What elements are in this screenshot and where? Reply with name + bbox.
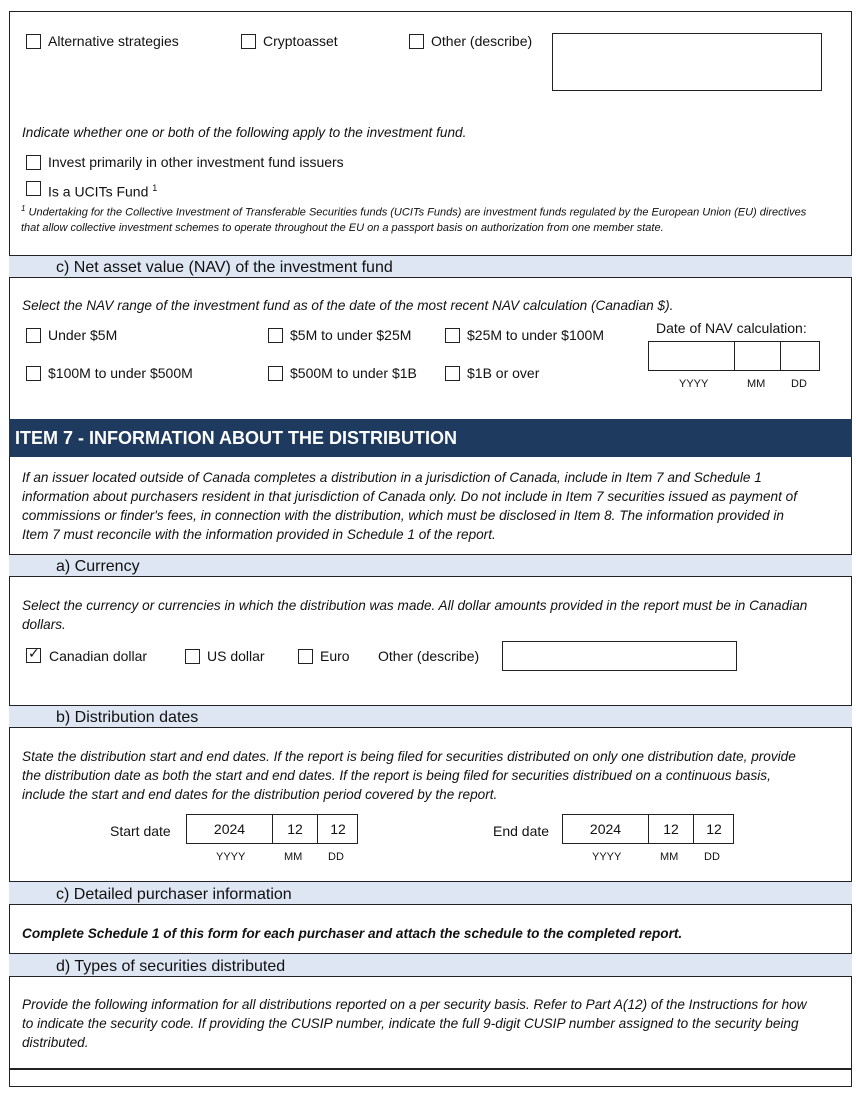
other-fund-type-label: Other (describe) [431,33,533,49]
nav-section-title: c) Net asset value (NAV) of the investment fund [56,259,393,276]
dates-instruction-line: include the start and end dates for the distribution period covered by the report. [22,787,498,802]
invest-primarily-label: Invest primarily in other investment fund issuers [48,154,344,170]
currency-instruction-line: Select the currency or currencies in which the distribution was made. All dollar amounts provided in the report must be in Canadian [22,598,808,613]
other-fund-type-checkbox[interactable] [409,34,424,49]
item7-intro-line: If an issuer located outside of Canada completes a distribution in a jurisdiction of Canada, include in Item 7 and Schedule 1 [22,470,762,485]
cad-checkbox[interactable] [26,648,41,663]
nav-5m-25m-checkbox[interactable] [268,328,283,343]
fund-apply-instruction: Indicate whether one or both of the following apply to the investment fund. [22,125,467,140]
nav-date-divider-2 [780,341,781,371]
cryptoasset-label: Cryptoasset [263,33,338,49]
alternative-strategies-label: Alternative strategies [48,33,179,49]
nav-100m-500m-checkbox[interactable] [26,366,41,381]
end-dd-caption: DD [704,851,720,863]
currency-instruction [22,596,842,634]
other-currency-label: Other (describe) [378,648,480,664]
nav-1b-over-checkbox[interactable] [445,366,460,381]
nav-500m-1b-label: $500M to under $1B [290,365,417,381]
item7-intro-line: commissions or finder's fees, in connection with the distribution, which must be disclosed in Item 8. The information provided in [22,508,784,523]
currency-section-title: a) Currency [56,558,140,575]
dates-section-title: b) Distribution dates [56,709,199,726]
nav-instruction: Select the NAV range of the investment fund as of the date of the most recent NAV calculation (Canadian $). [22,298,674,313]
nav-date-dd-caption: DD [791,378,807,390]
securities-section-header [9,953,852,977]
alternative-strategies-checkbox[interactable] [26,34,41,49]
euro-checkbox[interactable] [298,649,313,664]
nav-1b-over-label: $1B or over [467,365,540,381]
ucits-checkbox[interactable] [26,181,41,196]
nav-under-5m-label: Under $5M [48,327,118,343]
usd-label: US dollar [207,648,265,664]
start-year-value: 2024 [213,821,246,837]
start-day-value: 12 [330,821,346,837]
start-yyyy-caption: YYYY [216,851,246,863]
bottom-divider [9,1068,852,1070]
nav-date-yyyy-caption: YYYY [679,378,709,390]
other-currency-input[interactable] [502,641,737,671]
securities-instruction-line: distributed. [22,1035,89,1050]
nav-under-5m-checkbox[interactable] [26,328,41,343]
securities-instruction-line: Provide the following information for all distributions reported on a per security basis. Refer to Part A(12) of the Instructions for how [22,997,807,1012]
other-fund-type-input[interactable] [552,33,822,91]
euro-label: Euro [320,648,350,664]
item7-intro [22,468,842,544]
dates-section-header [9,705,852,728]
nav-25m-100m-checkbox[interactable] [445,328,460,343]
end-date-label: End date [493,823,550,839]
usd-checkbox[interactable] [185,649,200,664]
item7-title: ITEM 7 - INFORMATION ABOUT THE DISTRIBUTION [15,428,457,448]
ucits-footnote-line2: that allow collective investment schemes to operate throughout the EU on a passport basis on authorization from one member state. [21,222,664,234]
item7-intro-line: Item 7 must reconcile with the information provided in Schedule 1 of the report. [22,527,496,542]
ucits-footnote-line1: $^1$ Undertaking for the Collective Investment of Transferable Securities funds (UCITs Funds) are investment funds regulated by the European Union (EU) directives [21,204,807,219]
nav-date-mm-caption: MM [747,378,766,390]
ucits-label: Is a UCITs Fund $^1$ [48,183,158,200]
dates-instruction-line: State the distribution start and end dates. If the report is being filed for securities distributed on only one distribution date, provide [22,749,796,764]
check-icon: ✓ [28,646,40,662]
item7-intro-line: information about purchasers resident in that jurisdiction of Canada only. Do not include in Item 7 securities issued as payment of [22,489,798,504]
end-year-value: 2024 [589,821,622,837]
securities-instruction [22,995,842,1052]
purchaser-instruction: Complete Schedule 1 of this form for each purchaser and attach the schedule to the completed report. [22,926,683,941]
footnote-number: 1 [21,204,26,213]
end-mm-caption: MM [660,851,679,863]
cad-label: Canadian dollar [49,648,148,664]
end-yyyy-caption: YYYY [592,851,622,863]
end-day-value: 12 [706,821,722,837]
nav-500m-1b-checkbox[interactable] [268,366,283,381]
purchaser-section-title: c) Detailed purchaser information [56,886,292,903]
nav-date-label: Date of NAV calculation: [656,320,807,336]
start-date-label: Start date [110,823,171,839]
currency-section-header [9,554,852,577]
currency-instruction-line: dollars. [22,617,66,632]
end-month-value: 12 [663,821,679,837]
start-dd-caption: DD [328,851,344,863]
nav-section-header [9,255,852,278]
ucits-footnote-ref: 1 [152,183,158,193]
nav-25m-100m-label: $25M to under $100M [467,327,604,343]
start-month-value: 12 [287,821,303,837]
dates-instruction [22,747,842,804]
item7-header [9,419,852,457]
purchaser-section-header [9,881,852,905]
start-mm-caption: MM [284,851,303,863]
nav-date-divider-1 [734,341,735,371]
dates-instruction-line: the distribution date as both the start and end dates. If the report is being filed for securities distribued on a continuous basis, [22,768,771,783]
cryptoasset-checkbox[interactable] [241,34,256,49]
securities-section-title: d) Types of securities distributed [56,958,286,975]
nav-5m-25m-label: $5M to under $25M [290,327,412,343]
securities-instruction-line: to indicate the security code. If providing the CUSIP number, indicate the full 9-digit CUSIP number assigned to the security being [22,1016,799,1031]
nav-100m-500m-label: $100M to under $500M [48,365,193,381]
invest-primarily-checkbox[interactable] [26,155,41,170]
